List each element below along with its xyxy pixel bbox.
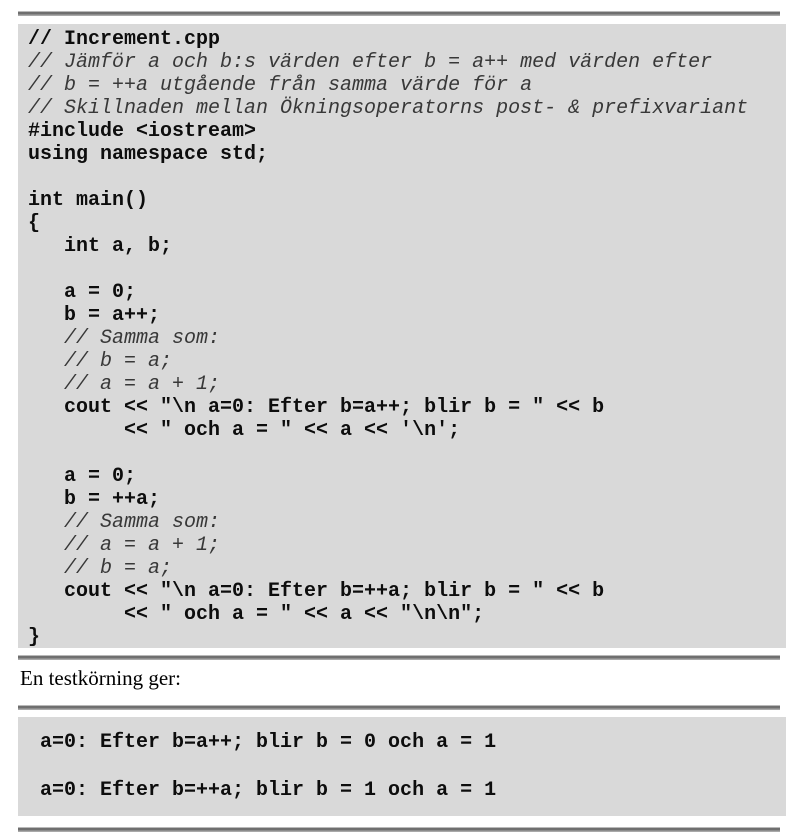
test-run-caption: En testkörning ger: <box>20 666 181 690</box>
code-line: a = 0; <box>28 465 137 488</box>
code-line: int a, b; <box>28 235 173 258</box>
top-rule <box>18 11 780 16</box>
code-line: cout << "\n a=0: Efter b=a++; blir b = " << b <box>28 396 605 419</box>
code-line: // b = a; <box>28 557 173 580</box>
program-output <box>18 717 786 816</box>
code-line: } <box>28 626 41 649</box>
bottom-rule <box>18 827 780 832</box>
code-line <box>28 442 780 465</box>
code-line: cout << "\n a=0: Efter b=++a; blir b = " << b <box>28 580 605 603</box>
code-line: b = ++a; <box>28 488 161 511</box>
code-line: a = 0; <box>28 281 137 304</box>
code-line: b = a++; <box>28 304 161 327</box>
output-line: a=0: Efter b=a++; blir b = 0 och a = 1 <box>28 731 497 754</box>
code-line: // Samma som: <box>28 327 221 350</box>
code-line: // b = ++a utgående från samma värde för a <box>28 74 533 97</box>
output-line <box>28 755 780 779</box>
code-line: // a = a + 1; <box>28 373 221 396</box>
code-listing <box>18 24 786 648</box>
code-line: using namespace std; <box>28 143 269 166</box>
code-line: // Samma som: <box>28 511 221 534</box>
code-line: << " och a = " << a << "\n\n"; <box>28 603 485 626</box>
code-line: #include <iostream> <box>28 120 257 143</box>
code-line: int main() <box>28 189 149 212</box>
code-line: << " och a = " << a << '\n'; <box>28 419 461 442</box>
code-line <box>28 166 780 189</box>
output-line: a=0: Efter b=++a; blir b = 1 och a = 1 <box>28 779 497 802</box>
code-line: { <box>28 212 41 235</box>
code-line <box>28 258 780 281</box>
code-line: // Increment.cpp <box>28 28 221 51</box>
code-line: // a = a + 1; <box>28 534 221 557</box>
code-caption-divider <box>18 655 780 660</box>
caption-output-divider <box>18 705 780 710</box>
code-line: // Jämför a och b:s värden efter b = a++ med värden efter <box>28 51 713 74</box>
code-line: // b = a; <box>28 350 173 373</box>
code-line: // Skillnaden mellan Ökningsoperatorns post- & prefixvariant <box>28 97 749 120</box>
